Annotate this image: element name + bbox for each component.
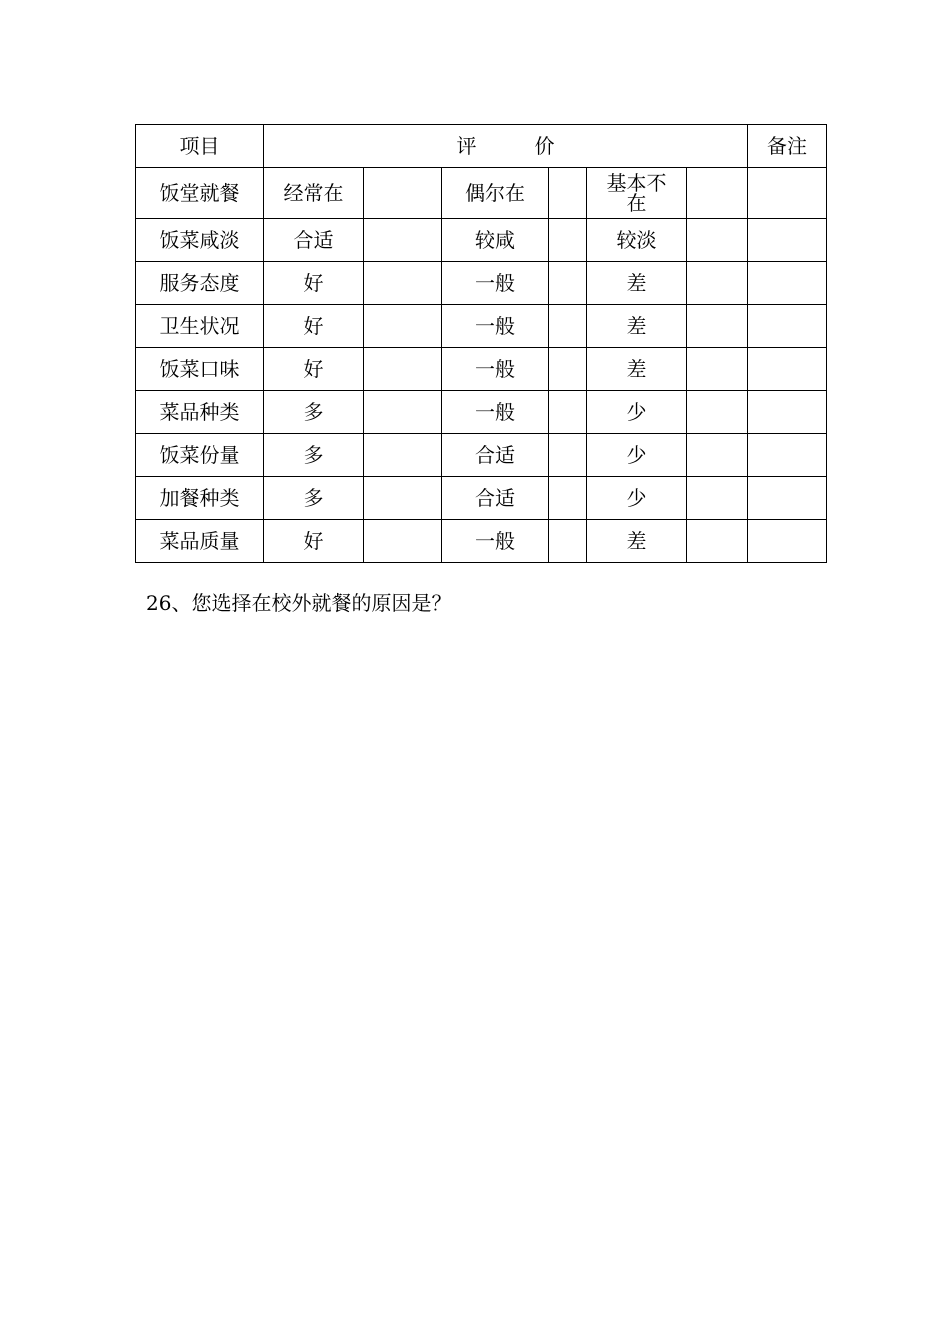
option-1: 好	[264, 262, 364, 305]
option-3-mark[interactable]	[687, 305, 748, 348]
row-item: 服务态度	[136, 262, 264, 305]
option-1: 多	[264, 477, 364, 520]
row-item: 菜品质量	[136, 520, 264, 563]
option-1-mark[interactable]	[364, 305, 442, 348]
option-2: 一般	[442, 348, 549, 391]
row-item: 菜品种类	[136, 391, 264, 434]
header-eval-left: 评	[456, 134, 477, 158]
option-1-mark[interactable]	[364, 219, 442, 262]
table-row	[136, 520, 827, 563]
row-item: 加餐种类	[136, 477, 264, 520]
table-row	[136, 219, 827, 262]
option-3-mark[interactable]	[687, 348, 748, 391]
option-2: 一般	[442, 520, 549, 563]
remark-cell[interactable]	[748, 262, 827, 305]
option-2: 一般	[442, 262, 549, 305]
option-1-mark[interactable]	[364, 434, 442, 477]
header-remark: 备注	[748, 125, 827, 168]
row-item: 饭菜咸淡	[136, 219, 264, 262]
option-1-mark[interactable]	[364, 391, 442, 434]
option-2-mark[interactable]	[549, 168, 587, 219]
option-2-mark[interactable]	[549, 219, 587, 262]
option-2-mark[interactable]	[549, 348, 587, 391]
table-row	[136, 348, 827, 391]
row-item: 饭菜口味	[136, 348, 264, 391]
option-1: 好	[264, 348, 364, 391]
remark-cell[interactable]	[748, 520, 827, 563]
option-1: 多	[264, 391, 364, 434]
option-2: 一般	[442, 391, 549, 434]
row-item: 饭菜份量	[136, 434, 264, 477]
option-3-mark[interactable]	[687, 219, 748, 262]
option-2: 合适	[442, 477, 549, 520]
option-1-mark[interactable]	[364, 348, 442, 391]
option-2: 合适	[442, 434, 549, 477]
option-1: 好	[264, 520, 364, 563]
option-1-mark[interactable]	[364, 168, 442, 219]
option-3: 少	[587, 391, 687, 434]
option-3-mark[interactable]	[687, 262, 748, 305]
option-3-mark[interactable]	[687, 391, 748, 434]
option-2: 偶尔在	[442, 168, 549, 219]
option-3-mark[interactable]	[687, 477, 748, 520]
question-26: 26、您选择在校外就餐的原因是？	[146, 591, 452, 615]
header-item: 项目	[136, 125, 264, 168]
option-1-mark[interactable]	[364, 520, 442, 563]
option-3: 少	[587, 434, 687, 477]
remark-cell[interactable]	[748, 305, 827, 348]
option-1: 经常在	[264, 168, 364, 219]
table-row	[136, 305, 827, 348]
evaluation-table	[135, 124, 827, 563]
option-2-mark[interactable]	[549, 477, 587, 520]
option-2-mark[interactable]	[549, 305, 587, 348]
remark-cell[interactable]	[748, 434, 827, 477]
remark-cell[interactable]	[748, 391, 827, 434]
table-row	[136, 168, 827, 219]
option-1: 多	[264, 434, 364, 477]
option-2: 一般	[442, 305, 549, 348]
remark-cell[interactable]	[748, 219, 827, 262]
row-item: 饭堂就餐	[136, 168, 264, 219]
option-3-mark[interactable]	[687, 520, 748, 563]
table-row	[136, 262, 827, 305]
row-item: 卫生状况	[136, 305, 264, 348]
option-3-mark[interactable]	[687, 168, 748, 219]
option-2: 较咸	[442, 219, 549, 262]
option-3: 较淡	[587, 219, 687, 262]
table-header-row	[136, 125, 827, 168]
option-3: 少	[587, 477, 687, 520]
table-row	[136, 477, 827, 520]
option-2-mark[interactable]	[549, 520, 587, 563]
option-3-mark[interactable]	[687, 434, 748, 477]
option-1: 合适	[264, 219, 364, 262]
table-row	[136, 391, 827, 434]
remark-cell[interactable]	[748, 477, 827, 520]
table-row	[136, 434, 827, 477]
option-1: 好	[264, 305, 364, 348]
header-evaluation	[264, 125, 748, 168]
option-3: 差	[587, 305, 687, 348]
header-eval-right: 价	[534, 134, 555, 158]
remark-cell[interactable]	[748, 168, 827, 219]
option-2-mark[interactable]	[549, 391, 587, 434]
remark-cell[interactable]	[748, 348, 827, 391]
option-1-mark[interactable]	[364, 477, 442, 520]
option-3: 差	[587, 348, 687, 391]
option-3: 基本不在	[587, 168, 687, 219]
option-2-mark[interactable]	[549, 434, 587, 477]
option-1-mark[interactable]	[364, 262, 442, 305]
option-3: 差	[587, 520, 687, 563]
option-3: 差	[587, 262, 687, 305]
option-2-mark[interactable]	[549, 262, 587, 305]
